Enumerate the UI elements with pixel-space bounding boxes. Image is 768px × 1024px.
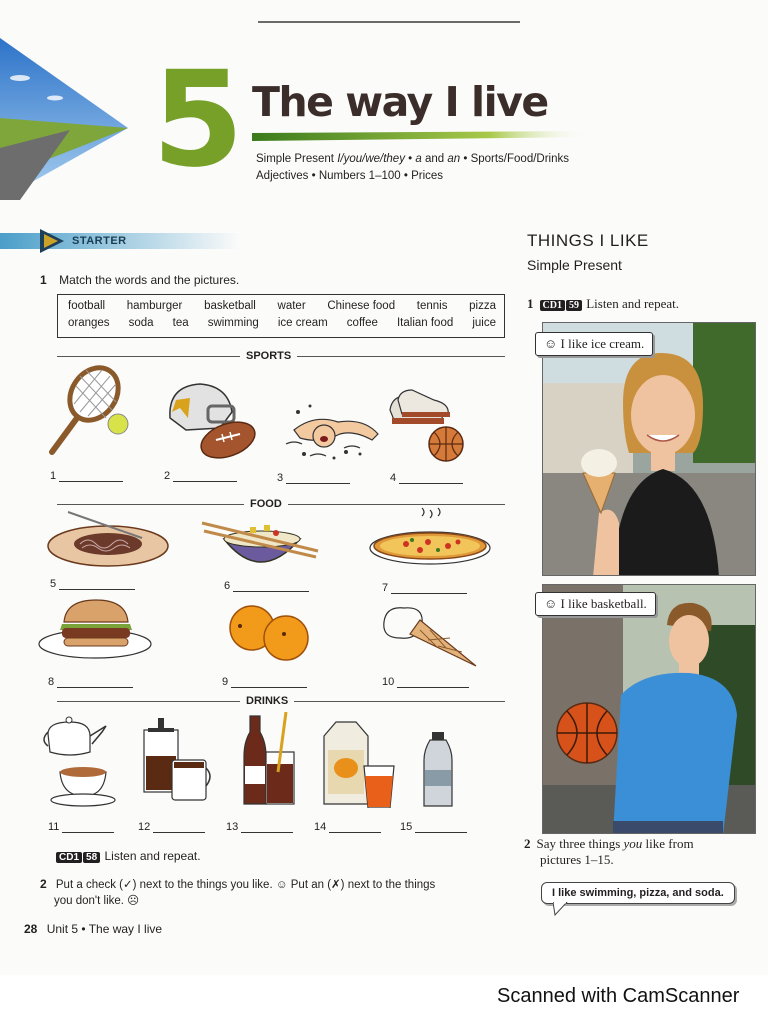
starter-label: STARTER: [72, 235, 127, 247]
unit-number: 5: [152, 43, 240, 197]
answer-line-10[interactable]: 10: [382, 676, 469, 688]
title-underline: [252, 131, 592, 141]
track-badge: 58: [83, 852, 100, 863]
word-row-2: [58, 317, 506, 329]
word-row2-6: Italian food: [396, 317, 454, 329]
top-rule: [258, 21, 520, 23]
chinese-food-icon: [200, 515, 320, 575]
word-box: [57, 294, 505, 338]
answer-line-3[interactable]: 3: [277, 472, 350, 484]
camscanner-watermark: Scanned with CamScanner: [497, 985, 740, 1007]
simple-present-subheading: Simple Present: [527, 257, 622, 273]
drinks-heading: DRINKS: [240, 695, 294, 707]
answer-line-15[interactable]: 15: [400, 821, 467, 833]
tea-icon: [40, 716, 120, 808]
word-row2-4: ice cream: [277, 317, 328, 329]
speech-bubble-ice-cream: ☺ I like ice cream.: [535, 332, 653, 356]
pizza-icon: [366, 504, 494, 570]
unit-topics: [256, 151, 569, 185]
word-row2-0: oranges: [68, 317, 110, 329]
word-row2-3: swimming: [207, 317, 259, 329]
photo-boy-basketball: [542, 584, 756, 834]
word-row1-3: water: [277, 300, 306, 312]
sports-heading: SPORTS: [240, 350, 297, 362]
word-row1-6: pizza: [469, 300, 496, 312]
footer-text: Unit 5 • The way I live: [46, 922, 163, 936]
tennis-racket-icon: [44, 362, 136, 458]
answer-line-6[interactable]: 6: [224, 580, 309, 592]
page-footer: [24, 922, 162, 936]
word-row2-1: soda: [128, 317, 154, 329]
coffee-icon: [138, 716, 214, 808]
juice-icon: [318, 716, 398, 808]
speech-bubble-basketball: ☺ I like basketball.: [535, 592, 656, 616]
topics-line-1: Simple Present I/you/we/they • a and an • Sports/Food/Drinks: [256, 153, 569, 165]
football-icon: [160, 378, 260, 462]
exercise-2-instruction: 2 Put a check (✓) next to the things you like. ☺ Put an (✗) next to the things you don't like. ☹: [40, 877, 436, 907]
water-icon: [420, 730, 456, 810]
word-row1-5: tennis: [416, 300, 448, 312]
word-row1-2: basketball: [204, 300, 256, 312]
answer-line-9[interactable]: 9: [222, 676, 307, 688]
ice-cream-icon: [380, 604, 480, 672]
listen-repeat-58: CD1 58 Listen and repeat.: [56, 849, 201, 863]
answer-line-11[interactable]: 11: [48, 821, 114, 833]
hamburger-icon: [36, 598, 154, 662]
food-heading: FOOD: [244, 498, 288, 510]
answer-line-4[interactable]: 4: [390, 472, 463, 484]
answer-line-8[interactable]: 8: [48, 676, 133, 688]
basketball-icon: [384, 386, 476, 466]
answer-line-12[interactable]: 12: [138, 821, 205, 833]
word-row-1: [58, 300, 506, 312]
track-badge-2: 59: [566, 300, 582, 311]
swimming-icon: [280, 392, 384, 468]
answer-line-2[interactable]: 2: [164, 470, 237, 482]
italian-food-icon: [46, 510, 170, 570]
answer-line-5[interactable]: 5: [50, 578, 135, 590]
oranges-icon: [226, 602, 316, 662]
cd-badge-2: CD1: [540, 300, 565, 311]
cd-badge: CD1: [56, 852, 82, 863]
word-row2-2: tea: [172, 317, 189, 329]
speech-tail: [553, 902, 569, 916]
word-row1-4: Chinese food: [327, 300, 396, 312]
exercise-1-instruction: 1 Match the words and the pictures.: [40, 273, 240, 287]
boy-basketball-image: [543, 585, 756, 834]
answer-line-7[interactable]: 7: [382, 582, 467, 594]
answer-line-13[interactable]: 13: [226, 821, 293, 833]
things-i-like-heading: THINGS I LIKE: [527, 231, 649, 250]
exercise-2-things-i-like: 2 Say three things you like from pictures 1–15.: [524, 836, 694, 867]
soda-icon: [236, 712, 308, 808]
answer-line-14[interactable]: 14: [314, 821, 381, 833]
listen-repeat-59: 1 CD1 59 Listen and repeat.: [527, 296, 679, 311]
word-row2-5: coffee: [346, 317, 378, 329]
landscape-banner-image: [0, 38, 128, 200]
photo-woman-ice-cream: [542, 322, 756, 576]
word-row1-1: hamburger: [126, 300, 183, 312]
unit-title: The way I live: [252, 78, 548, 126]
word-row2-7: juice: [472, 317, 496, 329]
word-row1-0: football: [68, 300, 106, 312]
example-speech-bubble: I like swimming, pizza, and soda.: [541, 882, 735, 904]
topics-line-2: Adjectives • Numbers 1–100 • Prices: [256, 170, 444, 182]
page-number: 28: [24, 922, 38, 936]
woman-ice-cream-image: [543, 323, 756, 576]
answer-line-1[interactable]: 1: [50, 470, 123, 482]
